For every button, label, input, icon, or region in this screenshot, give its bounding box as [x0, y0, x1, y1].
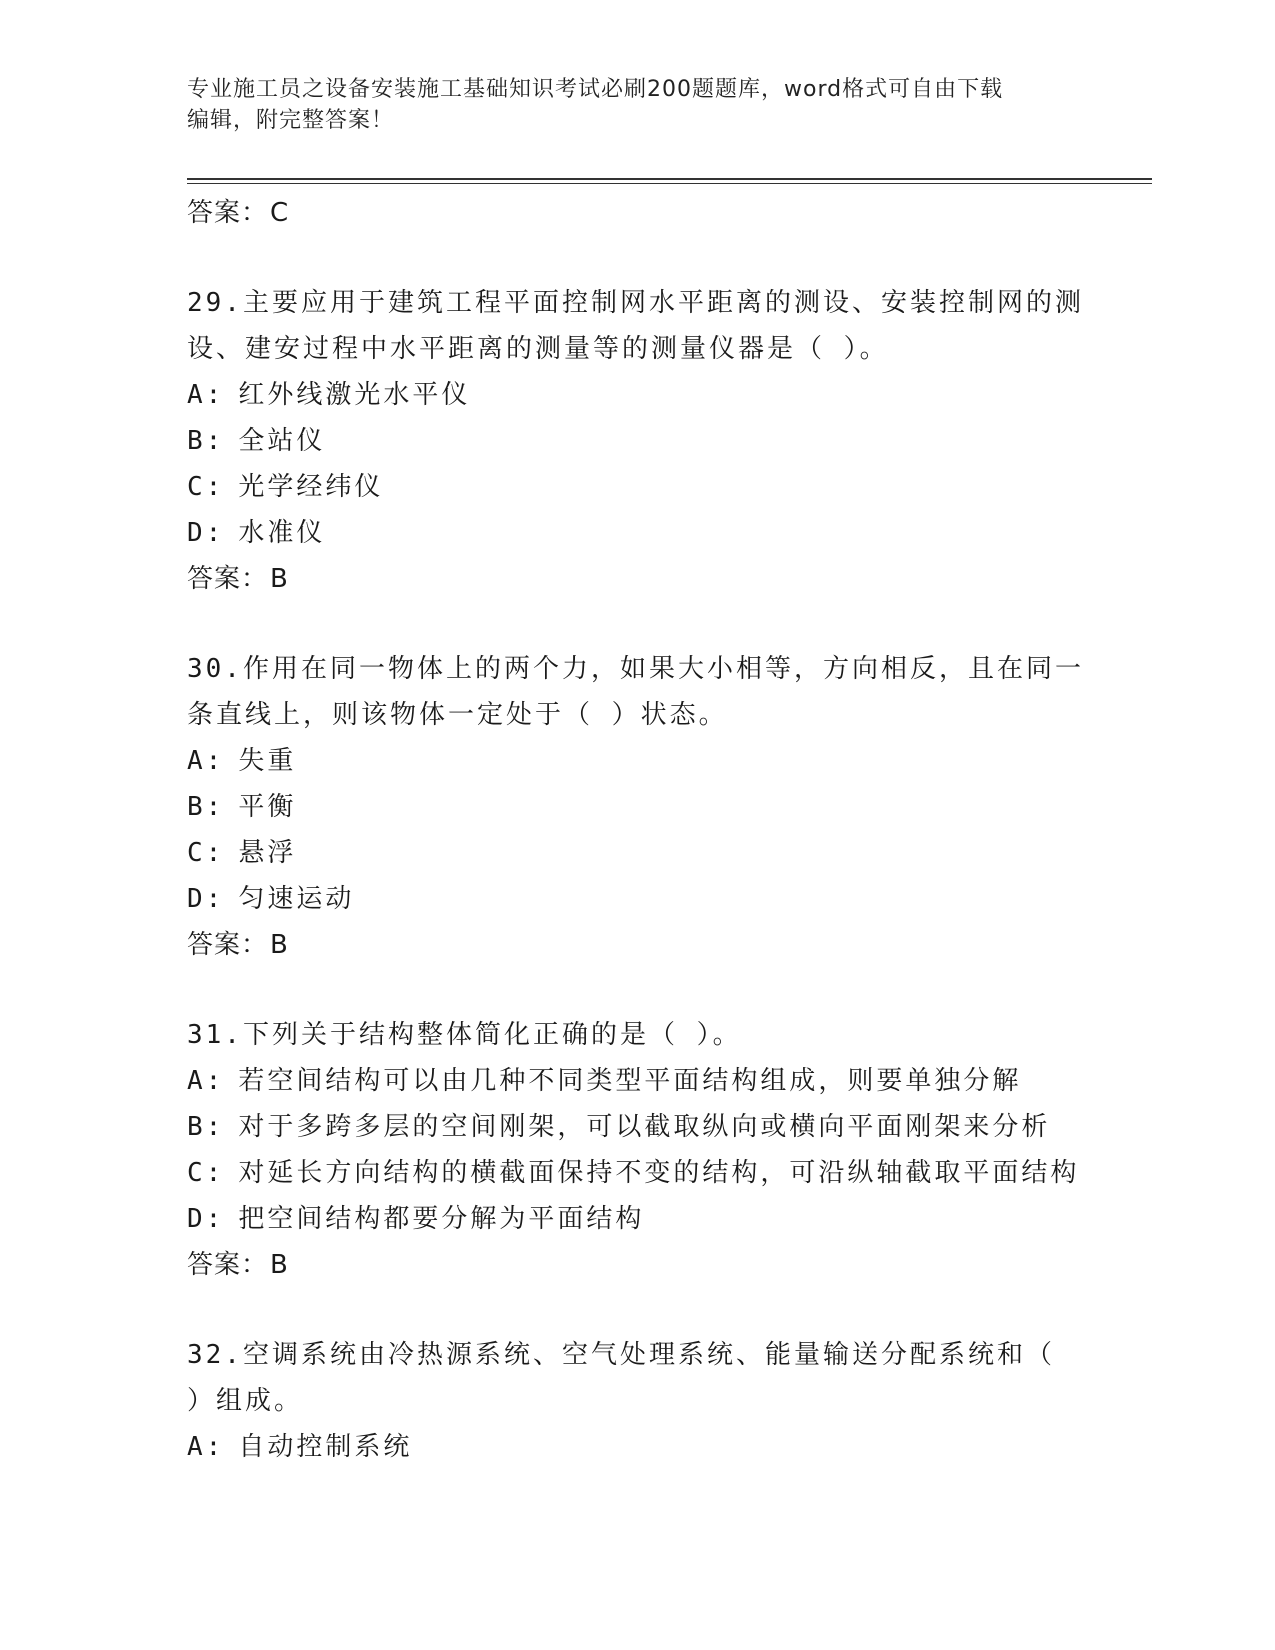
- question-text-line: 设、建安过程中水平距离的测量等的测量仪器是（ ）。: [187, 334, 889, 364]
- option-a: [187, 1058, 1087, 1104]
- option-text: 光学经纬仪: [238, 472, 384, 502]
- option-b: [187, 784, 1087, 830]
- question-text-line: 30.作用在同一物体上的两个力，如果大小相等，方向相反，且在同一: [187, 654, 1084, 684]
- header-divider-thick: [187, 178, 1152, 180]
- question-text-line: 条直线上，则该物体一定处于（ ）状态。: [187, 700, 728, 730]
- option-a: [187, 1424, 1087, 1470]
- answer-line: [187, 190, 1087, 236]
- option-key: C:: [187, 472, 225, 502]
- option-c: [187, 830, 1087, 876]
- answer-line: [187, 1242, 1087, 1288]
- page-header: [187, 74, 1087, 136]
- header-line-2: 编辑，附完整答案！: [187, 108, 395, 133]
- option-a: [187, 738, 1087, 784]
- answer-line: [187, 922, 1087, 968]
- option-c: [187, 464, 1087, 510]
- option-text: 悬浮: [238, 838, 297, 868]
- option-text: 全站仪: [238, 426, 326, 456]
- option-text: 红外线激光水平仪: [238, 380, 471, 410]
- option-text: 对于多跨多层的空间刚架，可以截取纵向或横向平面刚架来分析: [238, 1112, 1051, 1142]
- header-line-1: 专业施工员之设备安装施工基础知识考试必刷200题题库，word格式可自由下载: [187, 77, 1004, 102]
- option-text: 对延长方向结构的横截面保持不变的结构，可沿纵轴截取平面结构: [238, 1158, 1080, 1188]
- answer-value: B: [270, 1250, 289, 1280]
- option-c: [187, 1150, 1087, 1196]
- answer-label: 答案：: [187, 564, 269, 594]
- option-key: B:: [187, 792, 225, 822]
- question-text-line: 32.空调系统由冷热源系统、空气处理系统、能量输送分配系统和（: [187, 1340, 1055, 1370]
- answer-value: B: [270, 564, 289, 594]
- option-d: [187, 510, 1087, 556]
- header-divider-thin: [187, 183, 1152, 184]
- option-key: B:: [187, 1112, 225, 1142]
- question-text-line: 31.下列关于结构整体简化正确的是（ ）。: [187, 1020, 742, 1050]
- option-text: 失重: [238, 746, 297, 776]
- option-key: B:: [187, 426, 225, 456]
- option-key: C:: [187, 1158, 225, 1188]
- option-key: A:: [187, 746, 225, 776]
- option-key: D:: [187, 884, 225, 914]
- question-block: [187, 280, 1087, 602]
- question-block: [187, 1012, 1087, 1288]
- option-text: 若空间结构可以由几种不同类型平面结构组成，则要单独分解: [238, 1066, 1022, 1096]
- answer-value: C: [270, 198, 290, 228]
- answer-line: [187, 556, 1087, 602]
- option-d: [187, 876, 1087, 922]
- answer-label: 答案：: [187, 1250, 269, 1280]
- question-block: [187, 1332, 1087, 1470]
- option-text: 自动控制系统: [238, 1432, 413, 1462]
- question-block: [187, 646, 1087, 968]
- option-text: 平衡: [238, 792, 297, 822]
- question-text-line: ）组成。: [187, 1386, 304, 1416]
- option-text: 把空间结构都要分解为平面结构: [238, 1204, 645, 1234]
- option-key: A:: [187, 1066, 225, 1096]
- option-text: 水准仪: [238, 518, 326, 548]
- option-a: [187, 372, 1087, 418]
- option-b: [187, 418, 1087, 464]
- answer-label: 答案：: [187, 198, 269, 228]
- option-key: A:: [187, 380, 225, 410]
- question-text-line: 29.主要应用于建筑工程平面控制网水平距离的测设、安装控制网的测: [187, 288, 1084, 318]
- option-key: D:: [187, 1204, 225, 1234]
- option-d: [187, 1196, 1087, 1242]
- option-b: [187, 1104, 1087, 1150]
- answer-label: 答案：: [187, 930, 269, 960]
- option-key: D:: [187, 518, 225, 548]
- question-list: [187, 190, 1087, 1470]
- option-text: 匀速运动: [238, 884, 355, 914]
- option-key: A:: [187, 1432, 225, 1462]
- answer-value: B: [270, 930, 289, 960]
- option-key: C:: [187, 838, 225, 868]
